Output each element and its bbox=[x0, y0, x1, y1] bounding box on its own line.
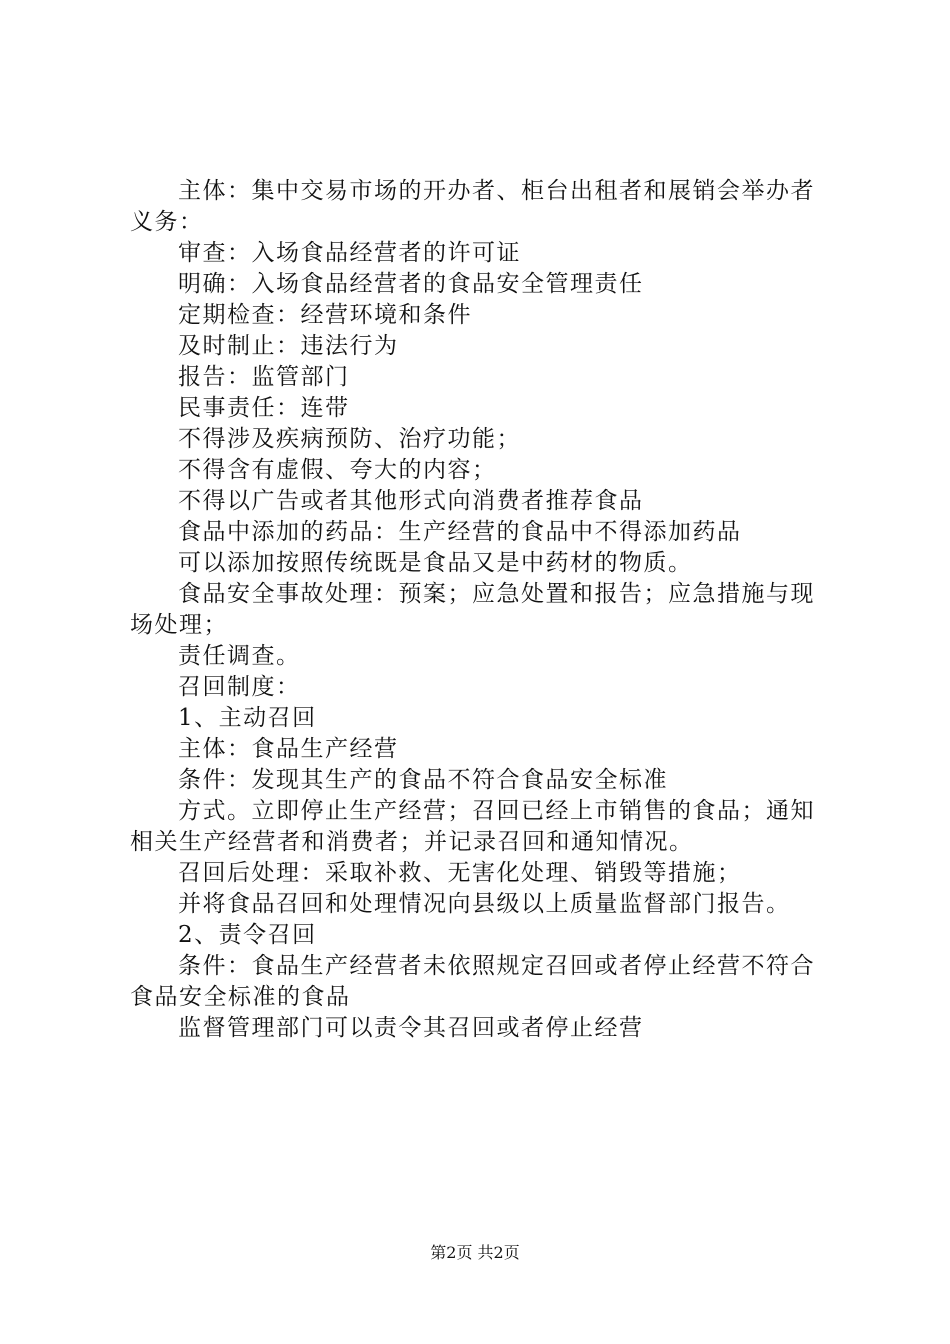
paragraph: 主体：食品生产经营 bbox=[178, 736, 399, 762]
document-body bbox=[130, 176, 830, 1044]
paragraph: 主体：集中交易市场的开办者、柜台出租者和展销会举办者义务： bbox=[130, 178, 815, 235]
page-number-footer: 第2页 共2页 bbox=[430, 1243, 520, 1262]
paragraph: 责任调查。 bbox=[178, 643, 301, 669]
paragraph: 食品中添加的药品：生产经营的食品中不得添加药品 bbox=[178, 519, 742, 545]
paragraph: 1、主动召回 bbox=[178, 705, 317, 731]
paragraph: 及时制止：违法行为 bbox=[178, 333, 399, 359]
paragraph: 方式。立即停止生产经营；召回已经上市销售的食品；通知相关生产经营者和消费者；并记录召回和通知情况。 bbox=[130, 798, 815, 855]
paragraph: 召回后处理：采取补救、无害化处理、销毁等措施； bbox=[178, 860, 742, 886]
paragraph: 条件：发现其生产的食品不符合食品安全标准 bbox=[178, 767, 668, 793]
paragraph: 报告：监管部门 bbox=[178, 364, 350, 390]
paragraph: 不得含有虚假、夸大的内容； bbox=[178, 457, 497, 483]
paragraph: 审查：入场食品经营者的许可证 bbox=[178, 240, 521, 266]
paragraph: 并将食品召回和处理情况向县级以上质量监督部门报告。 bbox=[178, 891, 791, 917]
paragraph: 食品安全事故处理：预案；应急处置和报告；应急措施与现场处理； bbox=[130, 581, 815, 638]
paragraph: 条件：食品生产经营者未依照规定召回或者停止经营不符合食品安全标准的食品 bbox=[130, 953, 815, 1010]
paragraph: 不得以广告或者其他形式向消费者推荐食品 bbox=[178, 488, 644, 514]
paragraph: 明确：入场食品经营者的食品安全管理责任 bbox=[178, 271, 644, 297]
paragraph: 召回制度： bbox=[178, 674, 301, 700]
paragraph: 2、责令召回 bbox=[178, 922, 317, 948]
paragraph: 不得涉及疾病预防、治疗功能； bbox=[178, 426, 521, 452]
paragraph: 定期检查：经营环境和条件 bbox=[178, 302, 472, 328]
paragraph: 可以添加按照传统既是食品又是中药材的物质。 bbox=[178, 550, 693, 576]
paragraph: 民事责任：连带 bbox=[178, 395, 350, 421]
paragraph: 监督管理部门可以责令其召回或者停止经营 bbox=[178, 1015, 644, 1041]
